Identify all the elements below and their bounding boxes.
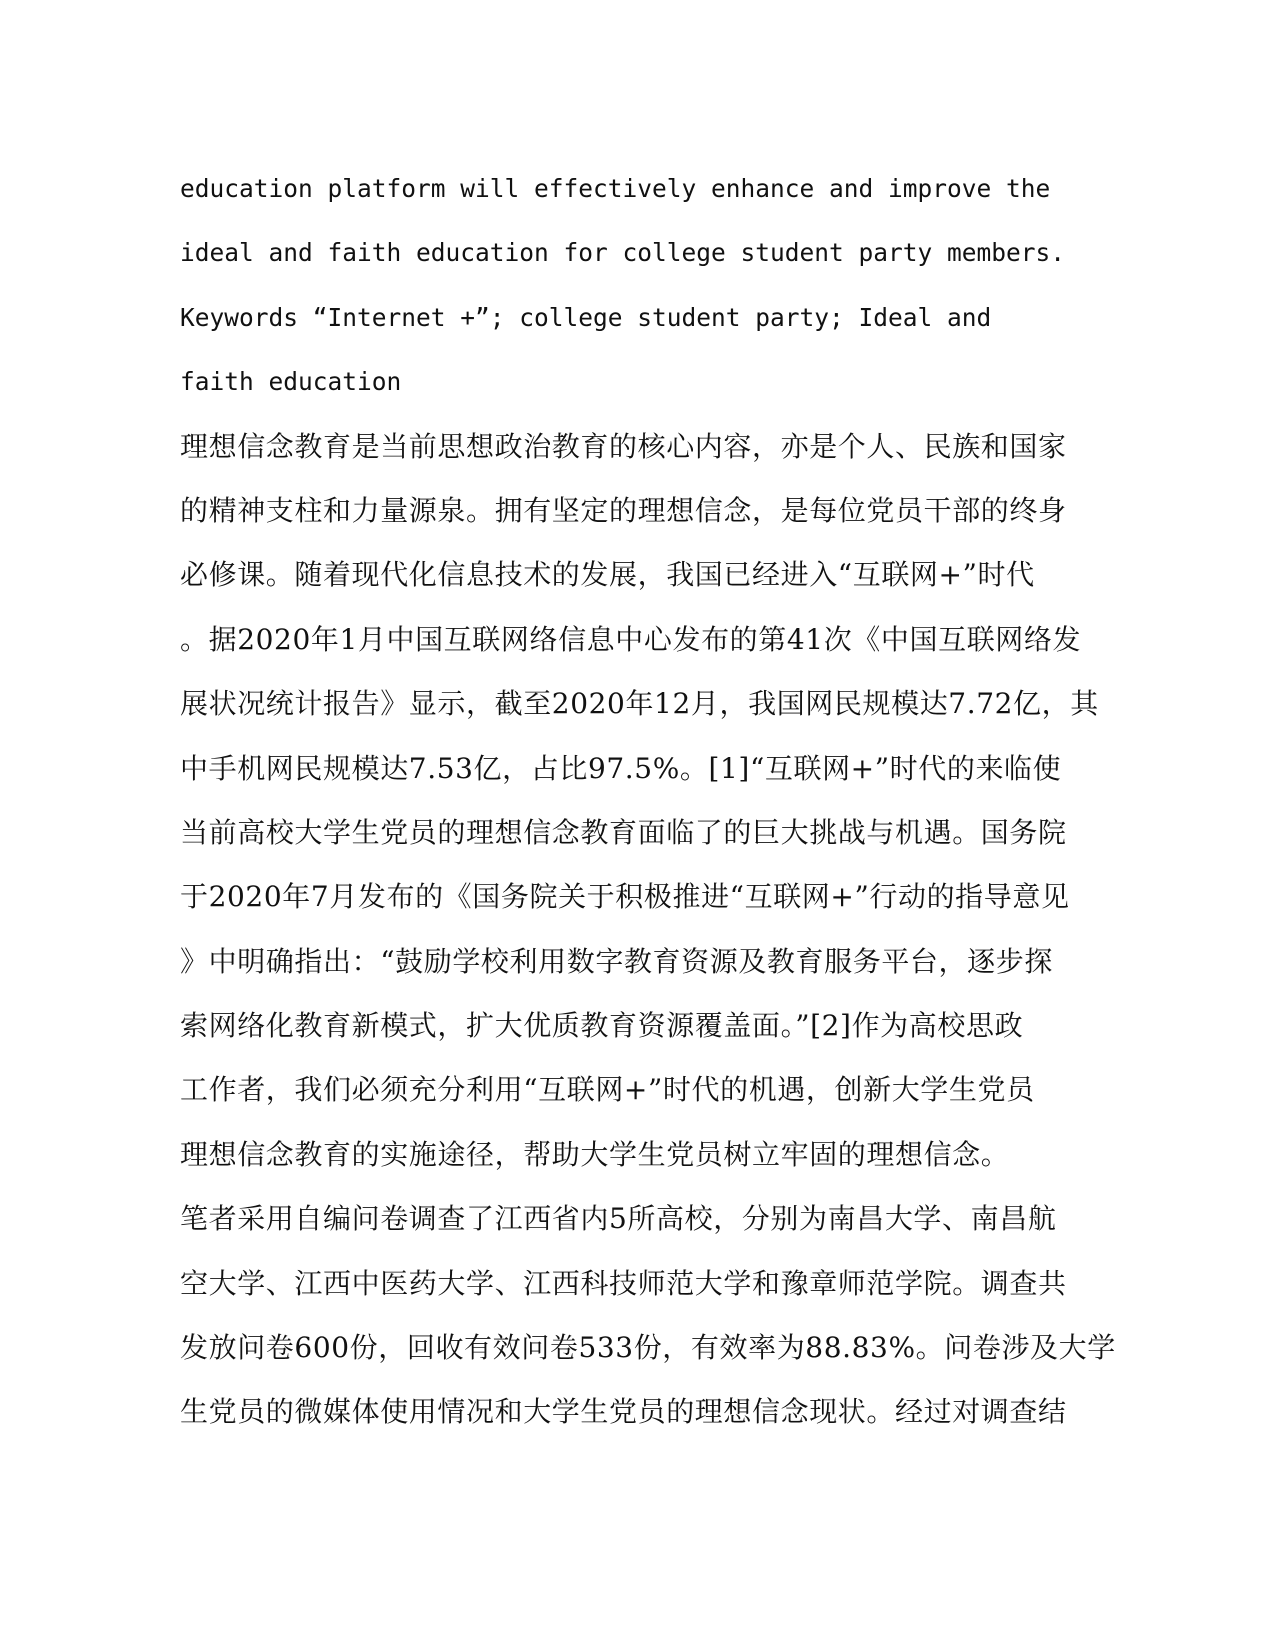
paragraph-line: 于2020年7月发布的《国务院关于积极推进“互联网+”行动的指导意见	[180, 880, 1070, 914]
paragraph-line: 索网络化教育新模式，扩大优质教育资源覆盖面。”[2]作为高校思政	[180, 1009, 1024, 1043]
abstract-line: education platform will effectively enhance and improve the	[180, 174, 1051, 203]
abstract-line: ideal and faith education for college student party members.	[180, 238, 1066, 268]
paragraph-line: 工作者，我们必须充分利用“互联网+”时代的机遇，创新大学生党员	[180, 1073, 1035, 1107]
paragraph-line: 生党员的微媒体使用情况和大学生党员的理想信念现状。经过对调查结	[180, 1395, 1067, 1429]
english-abstract	[180, 157, 1090, 415]
paragraph-line: 理想信念教育是当前思想政治教育的核心内容，亦是个人、民族和国家	[180, 429, 1067, 463]
paragraph-line: 空大学、江西中医药大学、江西科技师范大学和豫章师范学院。调查共	[180, 1266, 1067, 1300]
paragraph-line: 的精神支柱和力量源泉。拥有坚定的理想信念，是每位党员干部的终身	[180, 493, 1067, 527]
keywords-line: Keywords “Internet +”; college student party; Ideal and	[180, 302, 992, 332]
paragraph-line: 。据2020年1月中国互联网络信息中心发布的第41次《中国互联网络发	[180, 622, 1082, 656]
paragraph-line: 》中明确指出：“鼓励学校利用数字教育资源及教育服务平台，逐步探	[180, 944, 1053, 978]
body-paragraph-1	[180, 415, 1099, 1188]
keywords-line: faith education	[180, 367, 402, 397]
body-paragraph-2	[180, 1187, 1116, 1445]
paragraph-line: 当前高校大学生党员的理想信念教育面临了的巨大挑战与机遇。国务院	[180, 815, 1067, 849]
paragraph-line: 发放问卷600份，回收有效问卷533份，有效率为88.83%。问卷涉及大学	[180, 1331, 1116, 1365]
paragraph-line: 笔者采用自编问卷调查了江西省内5所高校，分别为南昌大学、南昌航	[180, 1202, 1057, 1236]
paragraph-line: 理想信念教育的实施途径，帮助大学生党员树立牢固的理想信念。	[180, 1137, 1010, 1171]
paragraph-line: 中手机网民规模达7.53亿，占比97.5%。[1]“互联网+”时代的来临使	[180, 751, 1062, 785]
paragraph-line: 展状况统计报告》显示，截至2020年12月，我国网民规模达7.72亿，其	[180, 687, 1099, 721]
text-block	[180, 157, 1116, 1445]
paragraph-line: 必修课。随着现代化信息技术的发展，我国已经进入“互联网+”时代	[180, 558, 1035, 592]
